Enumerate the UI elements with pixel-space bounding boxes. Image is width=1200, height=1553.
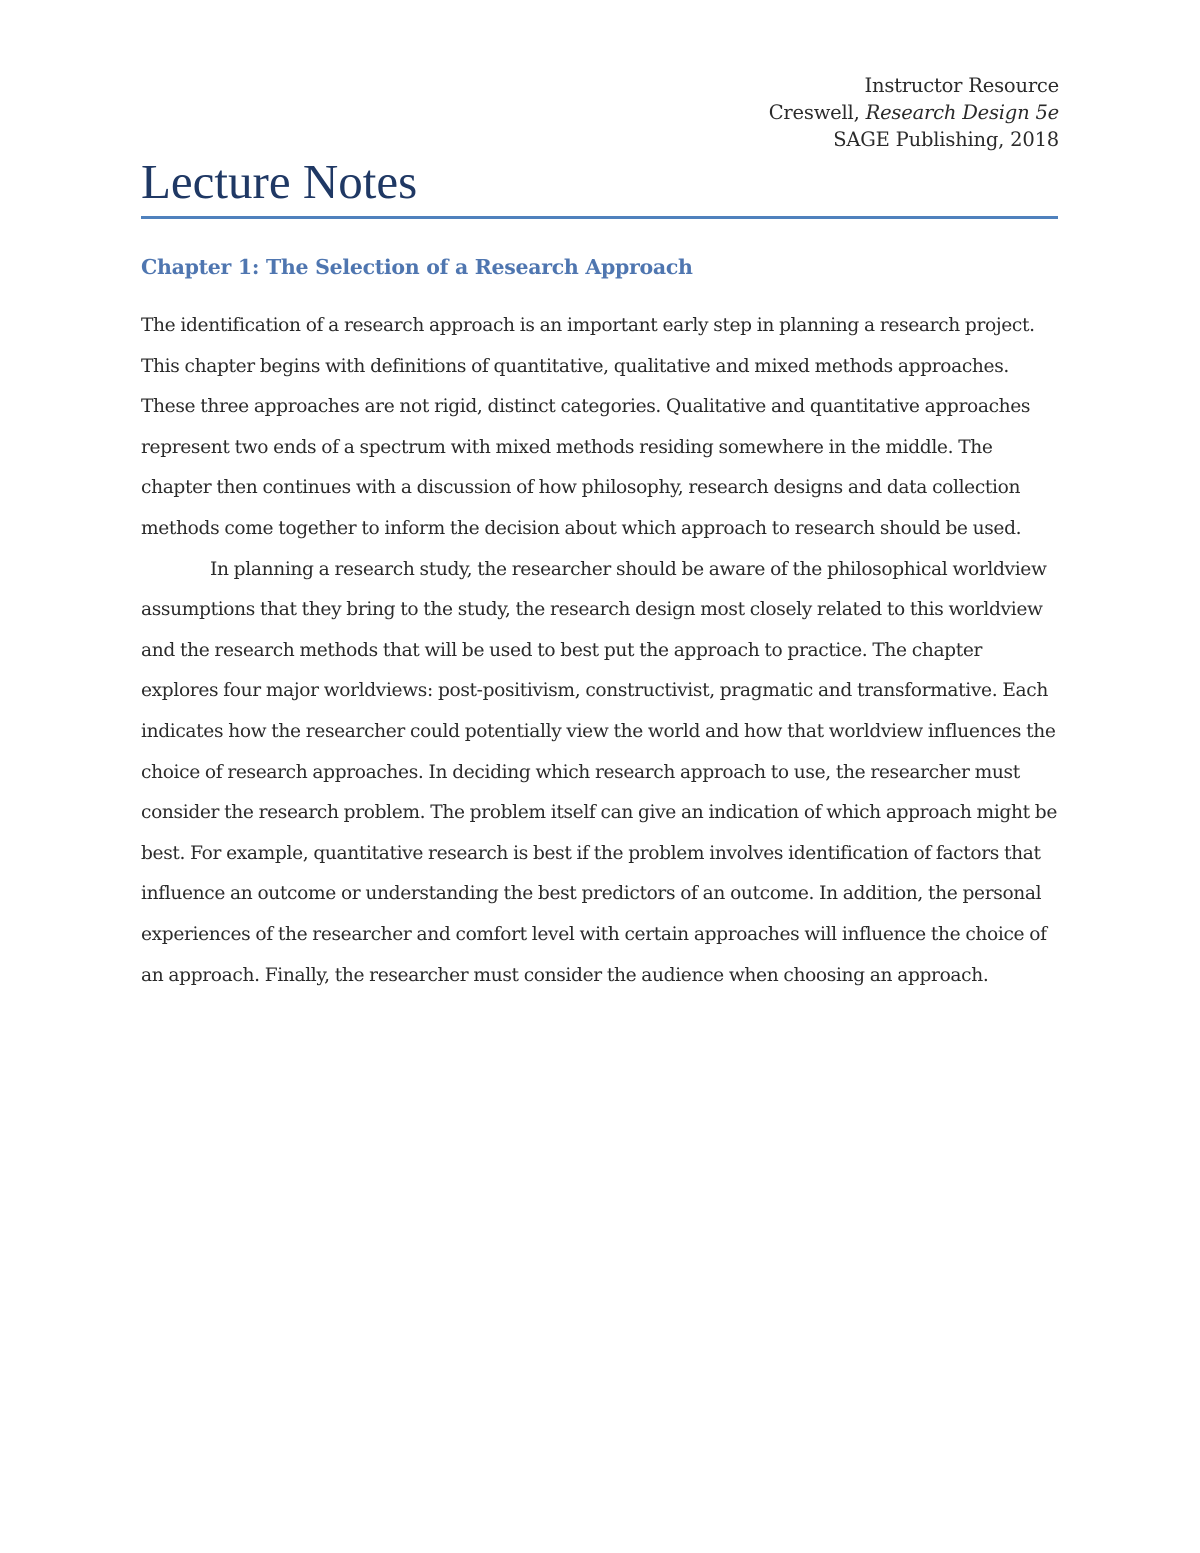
header-author: Creswell,	[768, 101, 866, 124]
header-publisher-line: SAGE Publishing, 2018	[833, 128, 1059, 151]
title-underline-rule	[141, 216, 1058, 219]
header-book-line	[769, 99, 1059, 126]
paragraph-2: In planning a research study, the researcher should be aware of the philosophical worldview assumptions that they bring to the study, the research design most closely related to this worldview and the research methods that will be used to best put the approach to practice. The chapter explores four major worldviews: post-positivism, constructivist, pragmatic and transformative. Each indicates how the researcher could potentially view the world and how that worldview influences the choice of research approaches. In deciding which research approach to use, the researcher must consider the research problem. The problem itself can give an indication of which approach might be best. For example, quantitative research is best if the problem involves identification of factors that influence an outcome or understanding the best predictors of an outcome. In addition, the personal experiences of the researcher and comfort level with certain approaches will influence the choice of an approach. Finally, the researcher must consider the audience when choosing an approach.	[141, 558, 1057, 986]
paragraph-1: The identification of a research approach is an important early step in planning a research project. This chapter begins with definitions of quantitative, qualitative and mixed methods approaches. These three approaches are not rigid, distinct categories. Qualitative and quantitative approaches represent two ends of a spectrum with mixed methods residing somewhere in the middle. The chapter then continues with a discussion of how philosophy, research designs and data collection methods come together to inform the decision about which approach to research should be used.	[141, 315, 1035, 539]
header-book-title: Research Design 5e	[865, 101, 1059, 124]
body-text	[141, 306, 1059, 996]
document-header	[769, 72, 1059, 153]
chapter-heading: Chapter 1: The Selection of a Research Approach	[141, 255, 693, 279]
header-resource-line: Instructor Resource	[864, 74, 1059, 97]
page-title: Lecture Notes	[141, 154, 418, 209]
